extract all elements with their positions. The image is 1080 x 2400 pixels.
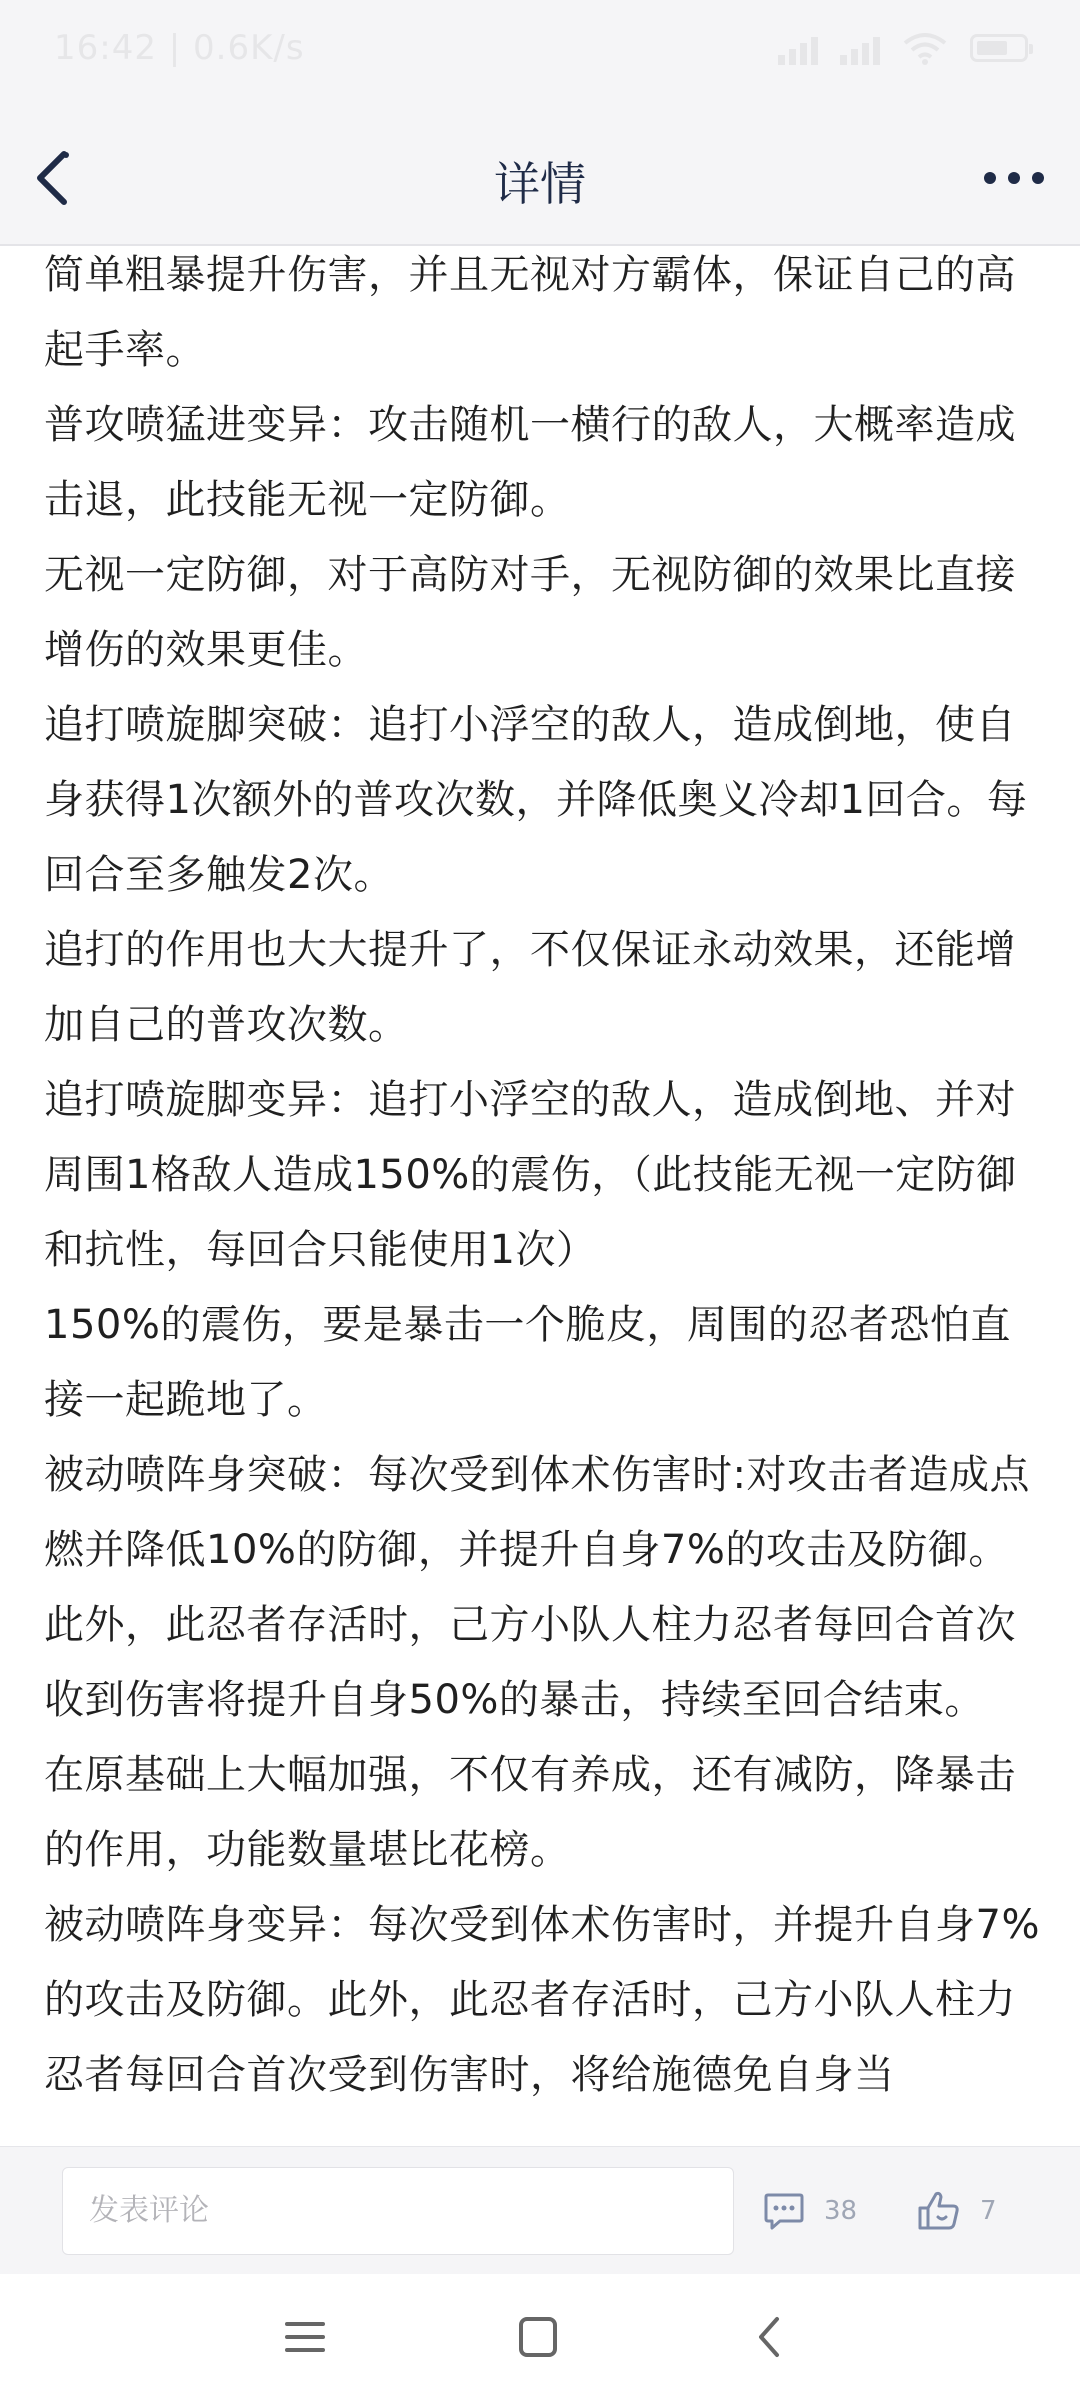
page-title: 详情 (494, 157, 586, 211)
article-paragraph: 追打喷旋脚突破：追打小浮空的敌人，造成倒地，使自身获得1次额外的普攻次数，并降低奥义冷却1回合。每回合至多触发2次。 (44, 702, 1028, 898)
comment-bubble-icon (762, 2189, 806, 2233)
wifi-icon (902, 31, 948, 65)
article-paragraph: 普攻喷猛进变异：攻击随机一横行的敌人，大概率造成击退，此技能无视一定防御。 (44, 402, 1016, 523)
menu-icon[interactable] (270, 2302, 340, 2372)
status-bar (0, 0, 1080, 96)
signal-icon-2 (840, 31, 880, 65)
title-bar (0, 96, 1080, 246)
nav-back-icon[interactable] (735, 2302, 805, 2372)
thumbs-up-icon (916, 2188, 962, 2234)
comment-bar (0, 2146, 1080, 2274)
article-paragraph: 简单粗暴提升伤害，并且无视对方霸体，保证自己的高起手率。 (44, 252, 1016, 373)
system-nav-bar (0, 2274, 1080, 2400)
more-dots-icon[interactable] (984, 166, 1044, 190)
signal-icon (778, 31, 818, 65)
like-count: 7 (980, 2196, 997, 2226)
article-paragraph: 无视一定防御，对于高防对手，无视防御的效果比直接增伤的效果更佳。 (44, 552, 1016, 673)
battery-icon (970, 34, 1028, 62)
comment-input[interactable]: 发表评论 (62, 2167, 734, 2255)
article-paragraph: 在原基础上大幅加强，不仅有养成，还有减防，降暴击的作用，功能数量堪比花榜。 (44, 1752, 1016, 1873)
article-paragraph: 被动喷阵身突破：每次受到体术伤害时:对攻击者造成点燃并降低10%的防御，并提升自身7%的攻击及防御。此外，此忍者存活时，己方小队人柱力忍者每回合首次收到伤害将提升自身50%的暴击，持续至回合结束。 (44, 1452, 1030, 1723)
home-square-icon[interactable] (503, 2302, 573, 2372)
article-paragraph: 150%的震伤，要是暴击一个脆皮，周围的忍者恐怕直接一起跪地了。 (44, 1302, 1011, 1423)
status-icons (778, 28, 1028, 68)
status-time: 16:42 | 0.6K/s (54, 28, 305, 68)
article-content (0, 246, 1080, 2146)
article-paragraph: 被动喷阵身变异：每次受到体术伤害时，并提升自身7%的攻击及防御。此外，此忍者存活时，己方小队人柱力忍者每回合首次受到伤害时，将给施德免自身当 (44, 1902, 1040, 2098)
comment-button[interactable] (762, 2179, 857, 2243)
comment-count: 38 (824, 2196, 858, 2226)
like-button[interactable] (916, 2179, 997, 2243)
article-paragraph: 追打的作用也大大提升了，不仅保证永动效果，还能增加自己的普攻次数。 (44, 927, 1016, 1048)
article-paragraph: 追打喷旋脚变异：追打小浮空的敌人，造成倒地、并对周围1格敌人造成150%的震伤，（此技能无视一定防御和抗性，每回合只能使用1次） (44, 1077, 1017, 1273)
